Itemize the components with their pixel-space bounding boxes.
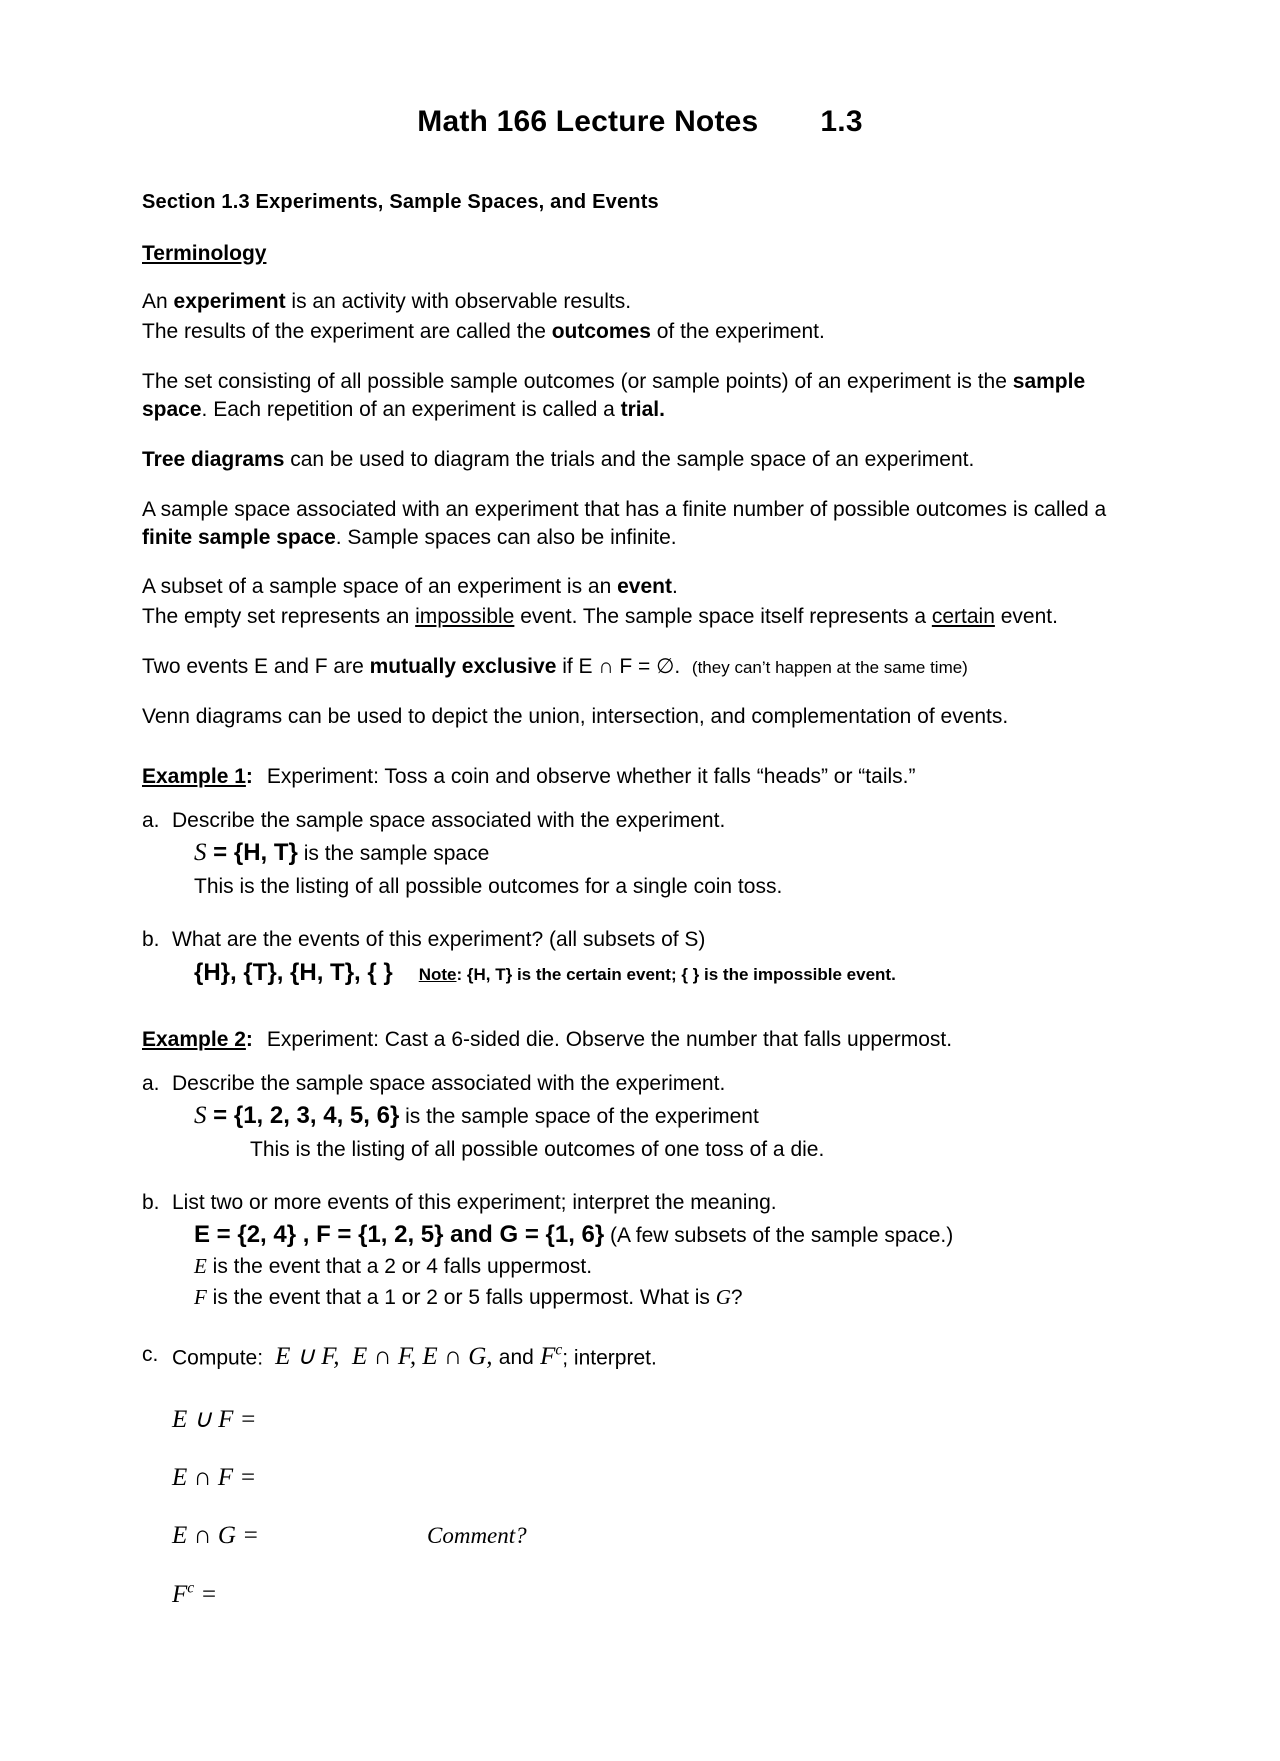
text-bold: trial. xyxy=(620,397,665,421)
list-item xyxy=(142,926,1138,987)
compute-expression: $F^c$ = xyxy=(172,1579,218,1609)
paragraph-venn: Venn diagrams can be used to depict the union, intersection, and complementation of events. xyxy=(142,705,1009,729)
item-text: Describe the sample space associated with the experiment. xyxy=(172,1071,726,1095)
math-variable: G xyxy=(715,1284,731,1309)
paragraph-tree-diagrams xyxy=(142,446,1138,474)
math-variable: E xyxy=(194,1254,207,1279)
item-text: Describe the sample space associated with the experiment. xyxy=(172,809,726,833)
text-bold: mutually exclusive xyxy=(369,655,557,679)
terminology-heading: Terminology xyxy=(142,242,267,265)
text-fragment: is the event that a 1 or 2 or 5 falls uppermost. What is xyxy=(206,1285,716,1309)
text-bold: Tree diagrams xyxy=(142,447,285,471)
text-bold: sample space xyxy=(142,369,1086,421)
text-fragment: is an activity with observable results. xyxy=(285,290,632,313)
compute-expression: E ∪ F = xyxy=(172,1405,257,1433)
compute-comment: Comment? xyxy=(427,1522,527,1548)
list-item xyxy=(142,1341,1138,1374)
superscript-c: c xyxy=(555,1341,563,1359)
page-title-text: Math 166 Lecture Notes xyxy=(417,105,759,138)
text-fragment: A subset of a sample space of an experiment is an xyxy=(142,575,618,599)
item-subtext xyxy=(172,1284,1138,1311)
note-label: Note xyxy=(418,964,457,984)
example-1-label: Example 1 xyxy=(142,765,246,789)
text-fragment: . xyxy=(674,655,681,679)
math-set: = {1, 2, 3, 4, 5, 6} xyxy=(206,1102,400,1130)
example-2-statement: Experiment: Cast a 6-sided die. Observe the number that falls uppermost. xyxy=(266,1027,953,1051)
text-fragment: An xyxy=(142,290,174,313)
item-subtext: This is the listing of all possible outcomes for a single coin toss. xyxy=(194,874,783,898)
paragraph-finite-sample-space xyxy=(142,496,1138,552)
item-math-line xyxy=(172,837,1138,870)
text-fragment: E ∪ F, xyxy=(275,1343,340,1371)
math-expression xyxy=(269,1343,562,1370)
example-1-statement: Experiment: Toss a coin and observe whether it falls “heads” or “tails.” xyxy=(266,765,916,789)
list-item xyxy=(142,807,1138,900)
text-fragment: E ∩ F, E ∩ G, xyxy=(352,1343,493,1371)
compute-line xyxy=(142,1522,1138,1550)
item-subtext: This is the listing of all possible outcomes of one toss of a die. xyxy=(250,1137,825,1161)
text-underline: impossible xyxy=(415,605,515,629)
text-bold: experiment xyxy=(173,290,286,313)
intersection-symbol: ∩ xyxy=(598,655,614,679)
text-underline: certain xyxy=(931,605,995,629)
list-item xyxy=(142,1189,1138,1311)
math-set: = {H, T} xyxy=(206,839,298,867)
item-text: Compute: xyxy=(172,1346,264,1370)
text-fragment: : xyxy=(245,1027,253,1051)
text-fragment: event. xyxy=(994,605,1058,629)
text-fragment: Two events E and F are xyxy=(142,655,370,679)
text-fragment: is the sample space of the experiment xyxy=(399,1105,759,1129)
example-2-label: Example 2 xyxy=(142,1027,246,1051)
paragraph-outcomes xyxy=(142,318,1138,346)
page-title xyxy=(0,105,1280,139)
text-bold: finite sample space xyxy=(142,525,336,549)
text-fragment: ? xyxy=(730,1285,743,1309)
example-1-heading xyxy=(142,765,1138,789)
text-fragment: F = xyxy=(613,655,657,679)
example-2-items xyxy=(142,1070,1138,1374)
text-fragment: F xyxy=(540,1343,556,1371)
compute-line xyxy=(142,1464,1138,1492)
item-sets-line xyxy=(172,957,1138,988)
text-fragment: The set consisting of all possible sample outcomes (or sample points) of an experiment is the xyxy=(142,369,1013,393)
text-bold: event xyxy=(617,575,672,599)
item-marker: a. xyxy=(142,809,160,833)
compute-line xyxy=(142,1404,1138,1434)
paragraph-mutually-exclusive xyxy=(142,653,1138,681)
text-fragment: . xyxy=(671,575,678,599)
item-text: List two or more events of this experiment; interpret the meaning. xyxy=(172,1190,777,1214)
paragraph-sample-space xyxy=(142,368,1138,424)
item-marker: b. xyxy=(142,1190,160,1214)
math-variable: S xyxy=(194,1102,207,1130)
text-fragment: . Each repetition of an experiment is called a xyxy=(201,397,621,421)
text-fragment: A sample space associated with an experiment that has a finite number of possible outcomes is called a xyxy=(142,497,1107,521)
list-item xyxy=(142,1070,1138,1163)
note-text: : {H, T} is the certain event; { } is the impossible event. xyxy=(456,964,896,984)
text-bold: outcomes xyxy=(551,319,651,343)
paragraph-impossible-certain xyxy=(142,603,1138,631)
compute-line xyxy=(142,1580,1138,1609)
text-fragment: can be used to diagram the trials and the sample space of an experiment. xyxy=(284,447,975,471)
text-fragment: and xyxy=(498,1346,534,1370)
empty-set-symbol: ∅ xyxy=(656,655,675,679)
paragraph-experiment xyxy=(142,288,1138,316)
item-math-line xyxy=(172,1100,1138,1133)
item-marker: c. xyxy=(142,1342,159,1366)
item-text: What are the events of this experiment? (all subsets of S) xyxy=(172,928,706,952)
paragraph-event xyxy=(142,573,1138,601)
item-math-line xyxy=(172,1219,1138,1250)
compute-expression: E ∩ F = xyxy=(172,1463,257,1491)
text-fragment: The empty set represents an xyxy=(142,605,416,629)
text-fragment: ; interpret. xyxy=(562,1346,657,1370)
note-block xyxy=(419,965,896,984)
item-marker: b. xyxy=(142,928,160,952)
text-aside: (they can’t happen at the same time) xyxy=(691,658,968,678)
math-sets: E = {2, 4} , F = {1, 2, 5} and G = {1, 6} xyxy=(194,1221,605,1249)
example-1-items xyxy=(142,807,1138,988)
document-body xyxy=(142,191,1138,1609)
text-fragment: The results of the experiment are called the xyxy=(142,319,552,343)
item-subtext xyxy=(172,1253,1138,1280)
math-variable: S xyxy=(194,839,207,867)
text-fragment: is the event that a 2 or 4 falls uppermost. xyxy=(206,1255,593,1279)
compute-expression: E ∩ G = xyxy=(172,1521,259,1549)
example-2-heading xyxy=(142,1028,1138,1052)
text-fragment: is the sample space xyxy=(297,842,490,866)
text-fragment: : xyxy=(245,765,253,789)
document-page xyxy=(0,105,1280,1761)
text-fragment: . Sample spaces can also be infinite. xyxy=(335,525,677,549)
text-fragment: event. The sample space itself represents a xyxy=(514,605,932,629)
item-marker: a. xyxy=(142,1071,160,1095)
math-set: {H}, {T}, {H, T}, { } xyxy=(194,958,393,986)
section-heading: Section 1.3 Experiments, Sample Spaces, and Events xyxy=(142,191,659,213)
text-fragment: if E xyxy=(556,655,599,679)
text-fragment: (A few subsets of the sample space.) xyxy=(604,1224,954,1248)
math-variable: F xyxy=(194,1284,207,1309)
text-fragment: of the experiment. xyxy=(650,319,825,343)
page-title-number: 1.3 xyxy=(820,105,863,138)
